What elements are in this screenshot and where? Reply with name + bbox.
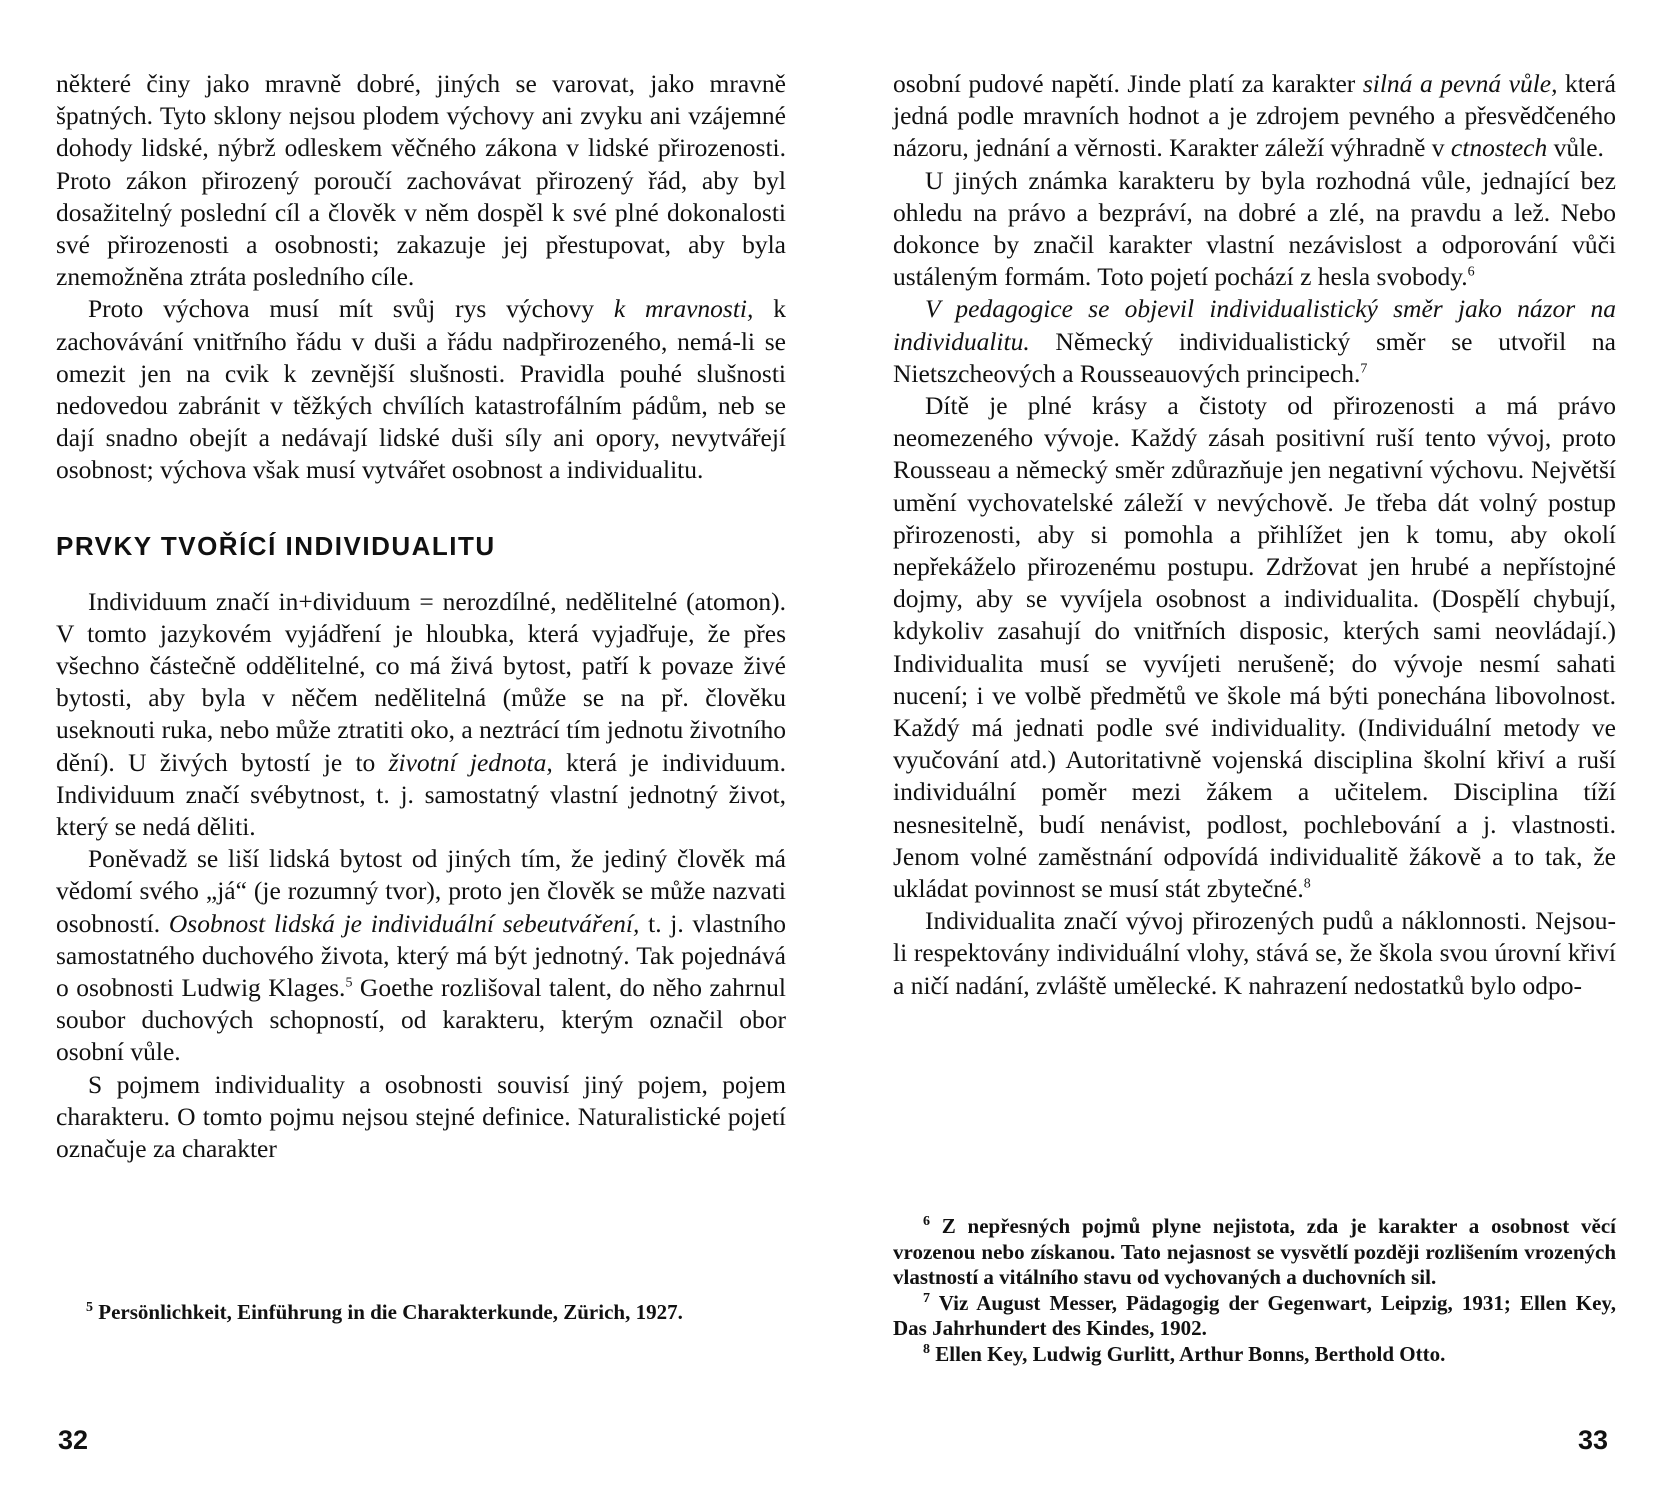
paragraph-text: k zachovávání vnitřního řádu v duši a řádu nadpřirozeného, nemá-li se omezit jen na cvik k zevnější slušnosti. Pravidla pouhé slušnosti nedovedou zabránit v těžkých chvílích katastrofálním pádům, neb se dají snadno obejít a nedávají lidské duši síly ani opory, nevytvářejí osobnost; výchova však musí vytvářet osobnost a individualitu.	[56, 294, 786, 485]
paragraph-text: osobní pudové napětí. Jinde platí za karakter	[893, 69, 1363, 98]
footnote-mark: 6	[923, 1214, 930, 1229]
footnote-mark: 5	[86, 1300, 93, 1315]
paragraph	[893, 905, 1616, 1002]
left-page	[56, 68, 786, 1324]
paragraph-text: která je individuum. Individuum značí svébytnost, t. j. samostatný vlastní jednotný život, který se nedá děliti.	[56, 747, 786, 842]
footnote-reference: 8	[1303, 876, 1311, 892]
right-footnotes	[893, 1214, 1616, 1368]
paragraph	[893, 390, 1616, 905]
footnote-reference: 6	[1467, 264, 1475, 280]
paragraph	[893, 165, 1616, 294]
paragraph-text: Individuum značí in+dividuum = nerozdílné, nedělitelné (atomon). V tomto jazykovém vyjádření je hloubka, která vyjadřuje, že přes všechno částečně oddělitelné, co má živá bytost, patří k povaze živé bytosti, aby byla v něčem nedělitelná (může se na př. člověku useknouti ruka, nebo může ztratiti oko, a neztrácí tím jednotu životního dění). U živých bytostí je to	[56, 586, 786, 777]
footnote-text: Viz August Messer, Pädagogig der Gegenwart, Leipzig, 1931; Ellen Key, Das Jahrhundert des Kindes, 1902.	[893, 1290, 1616, 1341]
emphasis-text: k mravnosti,	[613, 294, 754, 324]
paragraph	[56, 293, 786, 486]
left-footnotes	[56, 1300, 786, 1326]
section-heading: PRVKY TVOŘÍCÍ INDIVIDUALITU	[56, 530, 496, 561]
right-page-body	[893, 68, 1616, 1002]
paragraph	[56, 68, 786, 293]
paragraph-text: t. j. vlastního samostatného duchového života, který má být jednotný. Tak pojednává o osobnosti Ludwig Klages.	[56, 908, 786, 1003]
paragraph	[56, 586, 786, 844]
paragraph-text: U jiných známka karakteru by byla rozhodná vůle, jednající bez ohledu na právo a bezpráví, na dobré a zlé, na pravdu a lež. Nebo dokonce by značil karakter vlastní nezávislost a odporování vůči ustáleným formám. Toto pojetí pochází z hesla svobody.	[893, 165, 1616, 292]
footnote-text: Persönlichkeit, Einführung in die Charakterkunde, Zürich, 1927.	[93, 1300, 683, 1324]
footnote-mark: 7	[923, 1290, 930, 1306]
paragraph	[893, 293, 1616, 390]
paragraph	[56, 843, 786, 1068]
footnote	[893, 1342, 1616, 1368]
footnote	[893, 1291, 1616, 1342]
page-number-left: 32	[58, 1425, 89, 1455]
paragraph-text: Proto výchova musí mít svůj rys výchovy	[88, 294, 614, 324]
left-page-body	[56, 68, 786, 1165]
footnote	[56, 1300, 786, 1326]
footnote	[893, 1214, 1616, 1291]
paragraph-text: která jedná podle mravních hodnot a je zdrojem pevného a přesvědčeného názoru, jednání a věrnosti. Karakter záleží výhradně v	[893, 69, 1616, 163]
paragraph	[893, 68, 1616, 165]
emphasis-text: životní jednota,	[388, 747, 553, 777]
paragraph-text: S pojmem individuality a osobnosti souvisí jiný pojem, pojem charakteru. O tomto pojmu nejsou stejné definice. Naturalistické pojetí označuje za charakter	[56, 1069, 786, 1164]
emphasis-text: ctnostech	[1450, 133, 1548, 163]
paragraph	[56, 1069, 786, 1166]
right-page	[893, 68, 1616, 1366]
footnote-text: Z nepřesných pojmů plyne nejistota, zda je karakter a osobnost věcí vrozenou nebo získanou. Tato nejasnost se vysvětlí později rozlišením vrozených vlastností a vitálního stavu od vychovaných a duchovních sil.	[893, 1214, 1616, 1290]
paragraph-text: některé činy jako mravně dobré, jiných se varovat, jako mravně špatných. Tyto sklony nejsou plodem výchovy ani zvyku ani vzájemné dohody lidské, nýbrž odleskem věčného zákona v lidské přirozenosti. Proto zákon přirozený poroučí zachovávat přirozený řád, aby byl dosažitelný poslední cíl a člověk v něm dospěl k své plné dokonalosti své přirozenosti a osobnosti; zakazuje jej přestupovat, aby byla znemožněna ztráta posledního cíle.	[56, 69, 786, 292]
paragraph-text: Goethe rozlišoval talent, do něho zahrnul soubor duchových schopností, od karakteru, kterým označil obor osobní vůle.	[56, 973, 786, 1067]
paragraph-text: Individualita značí vývoj přirozených pudů a náklonnosti. Nejsou-li respektovány individuální vlohy, stává se, že škola svou úrovní křiví a ničí nadání, zvláště umělecké. K nahrazení nedostatků bylo odpo-	[893, 906, 1616, 1000]
emphasis-text: V pedagogice se objevil individualistický směr jako názor na individualitu.	[893, 294, 1616, 356]
paragraph-text: Poněvadž se liší lidská bytost od jiných tím, že jediný člověk má vědomí svého „já“ (je rozumný tvor), proto jen člověk se může nazvati osobností.	[56, 844, 786, 938]
emphasis-text: Osobnost lidská je individuální sebeutváření,	[168, 908, 640, 938]
emphasis-text: silná a pevná vůle,	[1362, 69, 1558, 98]
page-number-right: 33	[1578, 1425, 1609, 1455]
footnote-text: Ellen Key, Ludwig Gurlitt, Arthur Bonns, Berthold Otto.	[930, 1341, 1446, 1366]
footnote-mark: 8	[923, 1341, 930, 1357]
footnote-reference: 5	[345, 975, 353, 991]
paragraph-text: Německý individualistický směr se utvořil na Nietszcheových a Rousseauových principech.	[893, 326, 1616, 388]
footnote-reference: 7	[1360, 361, 1368, 377]
paragraph-text: Dítě je plné krásy a čistoty od přirozenosti a má právo neomezeného vývoje. Každý zásah positivní ruší tento vývoj, proto Rousseau a německý směr zdůrazňuje jen negativní výchovu. Největší umění vychovatelské záleží v nevýchově. Je třeba dát volný postup přirozenosti, aby si pomohla a přihlížet jen k tomu, aby okolí nepřekáželo přirozenému postupu. Zdržovat jen hrubé a nepřístojné dojmy, aby se vyvíjela osobnost a individualita. (Dospělí chybují, kdykoliv zasahují do vnitřních disposic, kterých sami neovládají.) Individualita musí se vyvíjeti nerušeně; do vývoje nesmí sahati nucení; i ve volbě předmětů ve škole má býti ponechána libovolnost. Každý má jednati podle své individuality. (Individuální metody ve vyučování atd.) Autoritativně vojenská disciplina školní křiví a ruší individuální poměr mezi žákem a učitelem. Disciplina tíží nesnesitelně, budí nenávist, podlost, pochlebování a j. vlastnosti. Jenom volné zaměstnání odpovídá individualitě žákově a to tak, že ukládat povinnost se musí stát zbytečné.	[893, 391, 1616, 904]
paragraph-text: vůle.	[1547, 133, 1604, 163]
